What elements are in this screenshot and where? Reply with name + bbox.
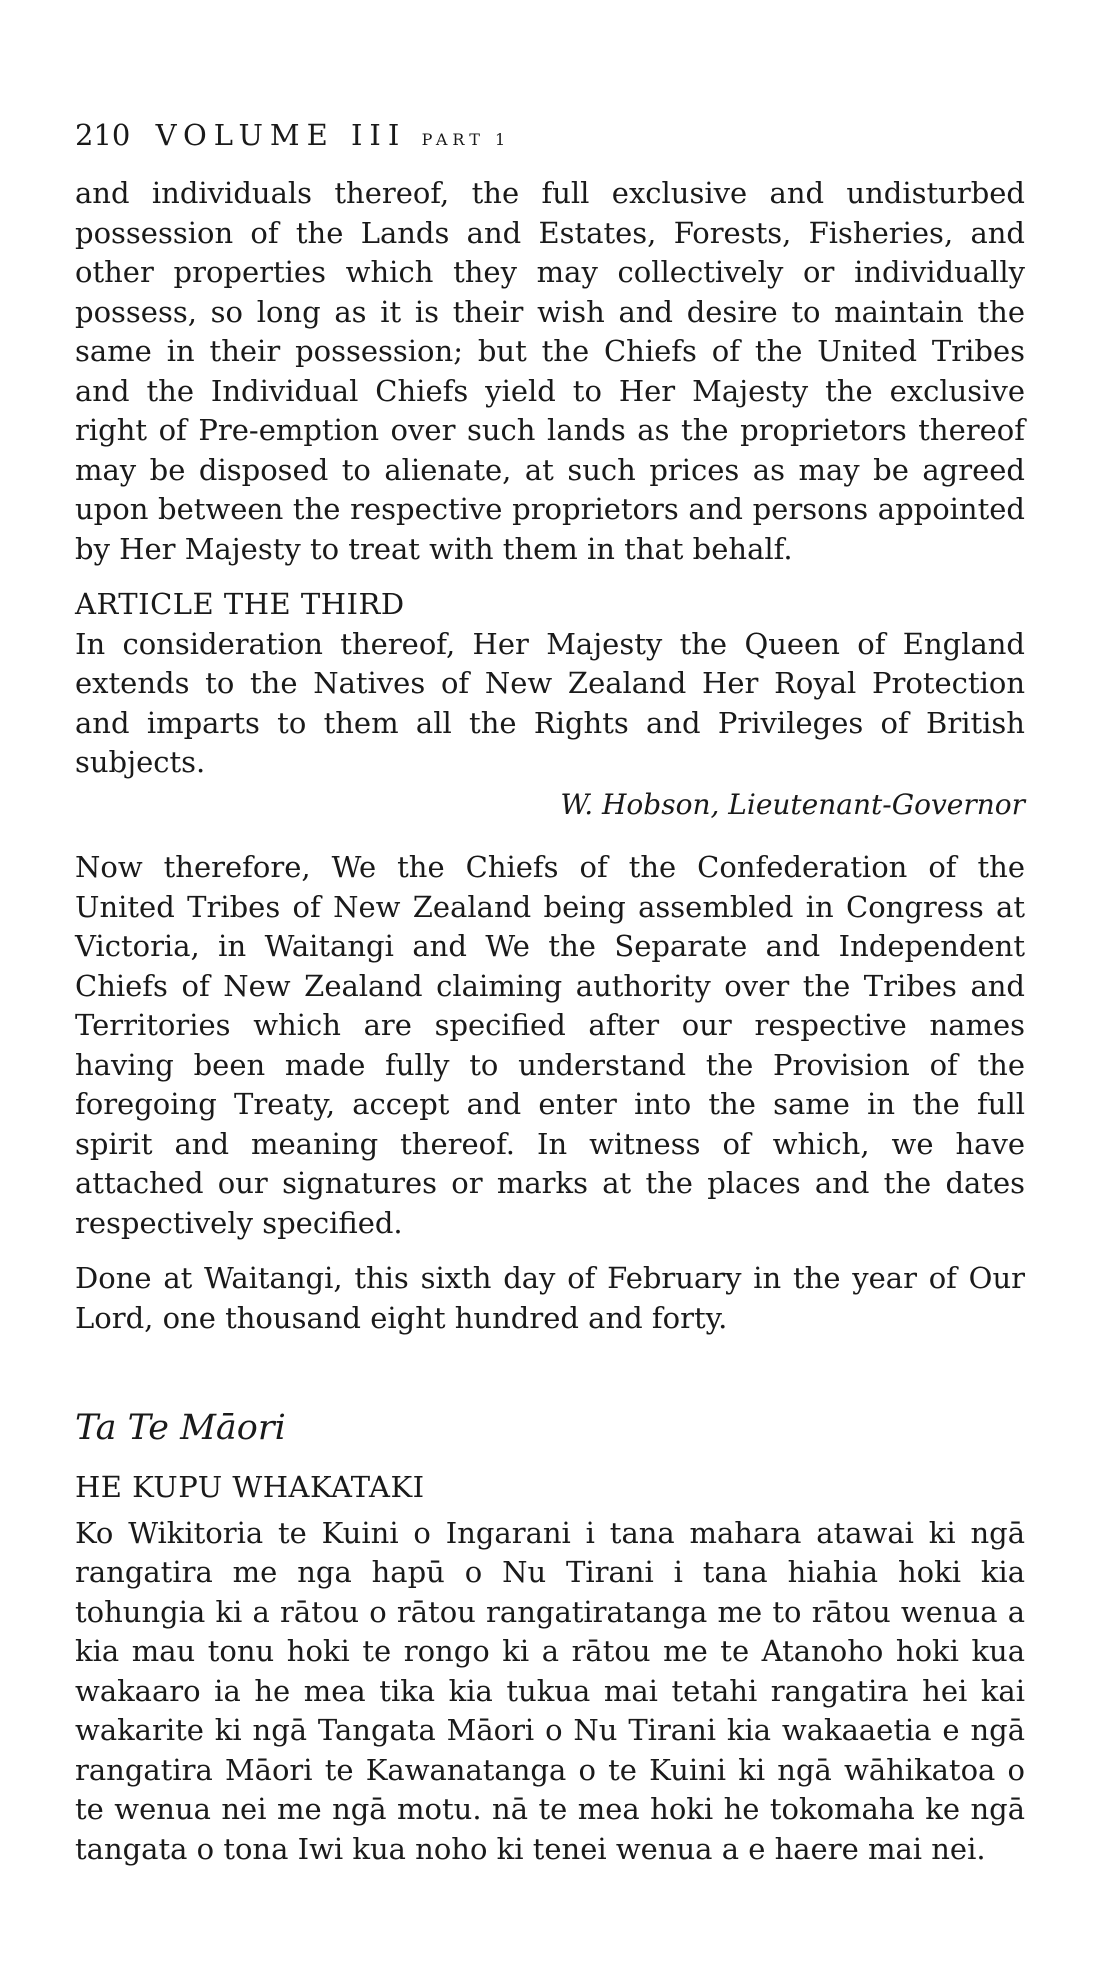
running-head bbox=[75, 118, 1025, 152]
article-third-body: In consideration thereof, Her Majesty the Queen of England extends to the Natives of New Zealand Her Royal Protection and imparts to them all the Rights and Privileges of British subjects. bbox=[75, 626, 1025, 779]
page-number: 210 bbox=[75, 118, 131, 152]
done-at-paragraph: Done at Waitangi, this sixth day of February in the year of Our Lord, one thousand eight hundred and forty. bbox=[75, 1261, 1025, 1335]
maori-body: Ko Wikitoria te Kuini o Ingarani i tana mahara atawai ki ngā rangatira me nga hapū o Nu Tirani i tana hiahia hoki kia tohungia ki a rātou o rātou rangatiratanga me to rātou wenua a kia mau tonu hoki te rongo ki a rātou me te Atanoho hoki kua wakaaro ia he mea tika kia tukua mai tetahi rangatira hei kai wakarite ki ngā Tangata Māori o Nu Tirani kia wakaaetia e ngā rangatira Māori te Kawanatanga o te Kuini ki ngā wāhikatoa o te wenua nei me ngā motu. nā te mea hoki he tokomaha ke ngā tangata o tona Iwi kua noho ki tenei wenua a e haere mai nei. bbox=[75, 1515, 1025, 1866]
signature-line: W. Hobson, Lieutenant-Governor bbox=[560, 787, 1025, 821]
volume-label: VOLUME III bbox=[155, 118, 407, 152]
document-page bbox=[75, 118, 1025, 1869]
article-third-heading: ARTICLE THE THIRD bbox=[75, 587, 405, 621]
continuation-paragraph: and individuals thereof, the full exclusive and undisturbed possession of the Lands and Estates, Forests, Fisheries, and other properties which they may collectively or individually possess, so long as it is their wish and desire to maintain the same in their possession; but the Chiefs of the United Tribes and the Individual Chiefs yield to Her Majesty the exclusive right of Pre-emption over such lands as the proprietors thereof may be disposed to alienate, at such prices as may be agreed upon between the respective proprietors and persons appointed by Her Majesty to treat with them in that behalf. bbox=[75, 176, 1025, 566]
now-therefore-paragraph: Now therefore, We the Chiefs of the Confederation of the United Tribes of New Zealand being assembled in Congress at Victoria, in Waitangi and We the Separate and Independent Chiefs of New Zealand claiming authority over the Tribes and Territories which are specified after our respective names having been made fully to understand the Provision of the foregoing Treaty, accept and enter into the same in the full spirit and meaning thereof. In witness of which, we have attached our signatures or marks at the places and the dates respectively specified. bbox=[75, 850, 1025, 1240]
maori-section-title: Ta Te Māori bbox=[75, 1408, 286, 1448]
maori-heading: HE KUPU WHAKATAKI bbox=[75, 1470, 425, 1504]
part-label: PART 1 bbox=[421, 130, 511, 149]
